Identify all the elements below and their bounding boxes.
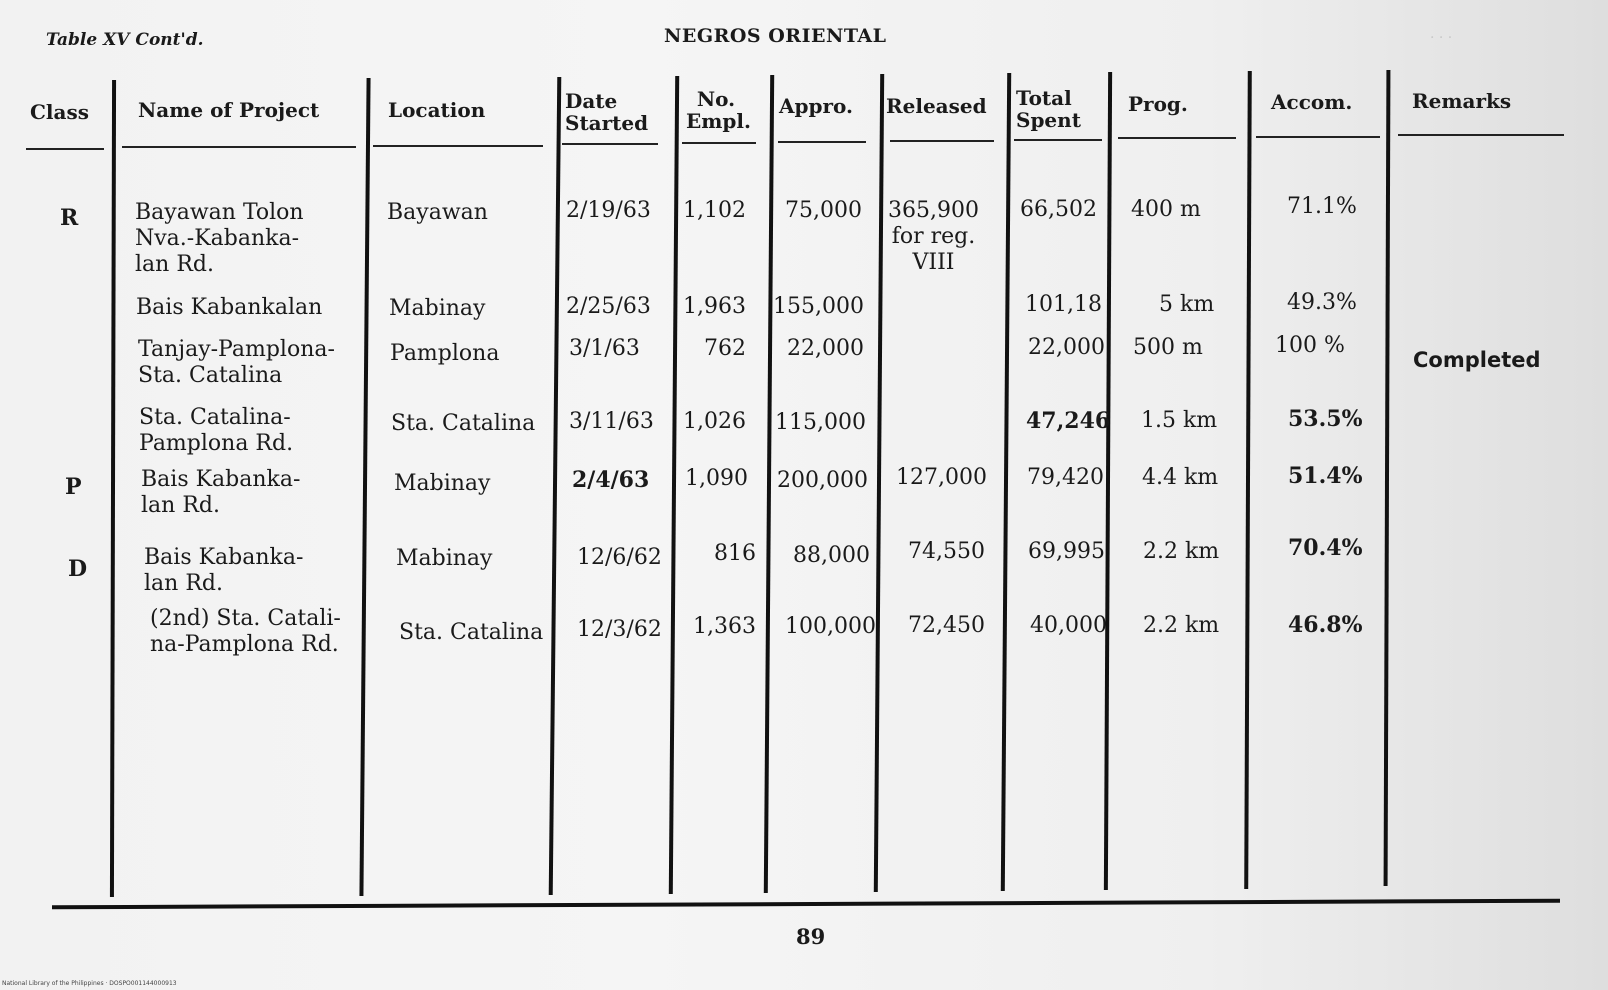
- column-rule: [110, 80, 116, 897]
- cell-prog: 2.2 km: [1143, 613, 1220, 638]
- cell-location: Mabinay: [396, 546, 493, 571]
- page-heading: NEGROS ORIENTAL: [664, 25, 887, 47]
- cell-no-empl: 1,963: [683, 294, 746, 319]
- cell-prog: 4.4 km: [1142, 465, 1219, 490]
- header-rule: [122, 146, 356, 148]
- cell-accom: 53.5%: [1288, 406, 1363, 432]
- cell-released: 72,450: [908, 613, 985, 638]
- cell-date-started: 12/3/62: [577, 617, 662, 642]
- cell-released: 74,550: [908, 539, 985, 564]
- cell-total-spent: 101,18: [1025, 292, 1102, 317]
- ghost-text: · · ·: [1430, 30, 1453, 46]
- column-rule: [1384, 70, 1391, 886]
- header-rule: [562, 143, 658, 145]
- cell-no-empl: 816: [714, 541, 756, 566]
- cell-accom: 70.4%: [1288, 535, 1363, 561]
- cell-date-started: 2/25/63: [566, 294, 651, 319]
- header-rule: [1118, 137, 1236, 139]
- cell-prog: 400 m: [1131, 197, 1201, 222]
- cell-location: Mabinay: [389, 296, 486, 321]
- header-rule: [26, 148, 104, 150]
- header-date-started: Date Started: [565, 89, 649, 135]
- cell-project-name: Bais Kabanka- lan Rd.: [144, 545, 304, 596]
- cell-total-spent: 40,000: [1030, 613, 1107, 638]
- column-rule: [359, 78, 370, 896]
- cell-appro: 100,000: [785, 614, 876, 639]
- cell-date-started: 12/6/62: [577, 545, 662, 570]
- cell-remarks: Completed: [1413, 348, 1541, 372]
- cell-no-empl: 1,026: [683, 409, 746, 434]
- cell-appro: 22,000: [787, 336, 864, 361]
- header-rule: [1014, 139, 1102, 141]
- cell-no-empl: 1,363: [693, 614, 756, 639]
- cell-project-name: Bayawan Tolon Nva.-Kabanka- lan Rd.: [135, 200, 304, 277]
- header-total-spent: Total Spent: [1016, 86, 1081, 132]
- cell-project-name: Sta. Catalina- Pamplona Rd.: [139, 405, 294, 456]
- cell-date-started: 3/11/63: [569, 409, 654, 434]
- header-rule: [1398, 134, 1564, 136]
- cell-project-name: Bais Kabanka- lan Rd.: [141, 467, 301, 518]
- cell-no-empl: 1,090: [685, 466, 748, 491]
- header-class: Class: [30, 100, 89, 124]
- header-released: Released: [886, 94, 987, 118]
- header-remarks: Remarks: [1412, 89, 1512, 113]
- cell-accom: 100 %: [1275, 333, 1345, 358]
- cell-location: Sta. Catalina: [399, 620, 544, 645]
- cell-location: Sta. Catalina: [391, 411, 536, 436]
- header-accom: Accom.: [1271, 90, 1353, 114]
- page-number: 89: [796, 924, 826, 949]
- cell-location: Pamplona: [390, 341, 500, 366]
- cell-accom: 46.8%: [1288, 612, 1363, 638]
- cell-total-spent: 66,502: [1020, 197, 1097, 222]
- header-rule: [1256, 136, 1380, 138]
- cell-accom: 51.4%: [1288, 463, 1363, 489]
- header-rule: [778, 141, 866, 143]
- cell-project-name: Tanjay-Pamplona- Sta. Catalina: [138, 337, 335, 388]
- header-rule: [890, 140, 994, 142]
- cell-no-empl: 1,102: [683, 198, 746, 223]
- cell-total-spent: 79,420: [1027, 465, 1104, 490]
- cell-appro: 115,000: [775, 410, 866, 435]
- cell-project-name: (2nd) Sta. Catali- na-Pamplona Rd.: [150, 606, 341, 657]
- cell-class: P: [65, 474, 82, 500]
- header-rule: [682, 142, 756, 144]
- cell-appro: 75,000: [785, 198, 862, 223]
- cell-accom: 49.3%: [1287, 290, 1357, 315]
- cell-location: Mabinay: [394, 471, 491, 496]
- column-rule: [874, 74, 884, 892]
- column-rule: [1001, 73, 1011, 891]
- header-appro: Appro.: [779, 94, 853, 118]
- column-rule: [549, 77, 562, 895]
- cell-prog: 5 km: [1159, 292, 1215, 317]
- cell-total-spent: 69,995: [1028, 539, 1105, 564]
- cell-total-spent: 22,000: [1028, 335, 1105, 360]
- cell-accom: 71.1%: [1287, 194, 1357, 219]
- cell-released: 365,900 for reg. VIII: [888, 198, 979, 275]
- cell-prog: 1.5 km: [1141, 408, 1218, 433]
- cell-location: Bayawan: [387, 200, 488, 225]
- cell-class: R: [60, 205, 79, 231]
- cell-total-spent: 47,246: [1026, 408, 1111, 434]
- header-name-of-project: Name of Project: [138, 98, 320, 122]
- cell-date-started: 2/4/63: [572, 467, 650, 493]
- table-title: Table XV Cont'd.: [46, 30, 204, 50]
- header-no-empl: No. Empl.: [686, 87, 751, 133]
- cell-class: D: [68, 556, 88, 582]
- footer-credit: National Library of the Philippines · DOSPO001144000913: [2, 980, 177, 987]
- header-location: Location: [388, 98, 486, 122]
- cell-released: 127,000: [896, 465, 987, 490]
- column-rule: [1244, 71, 1252, 889]
- header-rule: [373, 145, 543, 147]
- header-prog: Prog.: [1128, 92, 1188, 116]
- cell-date-started: 2/19/63: [566, 198, 651, 223]
- cell-appro: 88,000: [793, 543, 870, 568]
- cell-project-name: Bais Kabankalan: [136, 295, 323, 320]
- cell-date-started: 3/1/63: [569, 336, 640, 361]
- cell-appro: 200,000: [777, 468, 868, 493]
- cell-prog: 2.2 km: [1143, 539, 1220, 564]
- cell-prog: 500 m: [1133, 335, 1203, 360]
- column-rule: [1104, 72, 1112, 890]
- cell-no-empl: 762: [704, 336, 746, 361]
- cell-appro: 155,000: [773, 294, 864, 319]
- bottom-rule: [52, 899, 1560, 910]
